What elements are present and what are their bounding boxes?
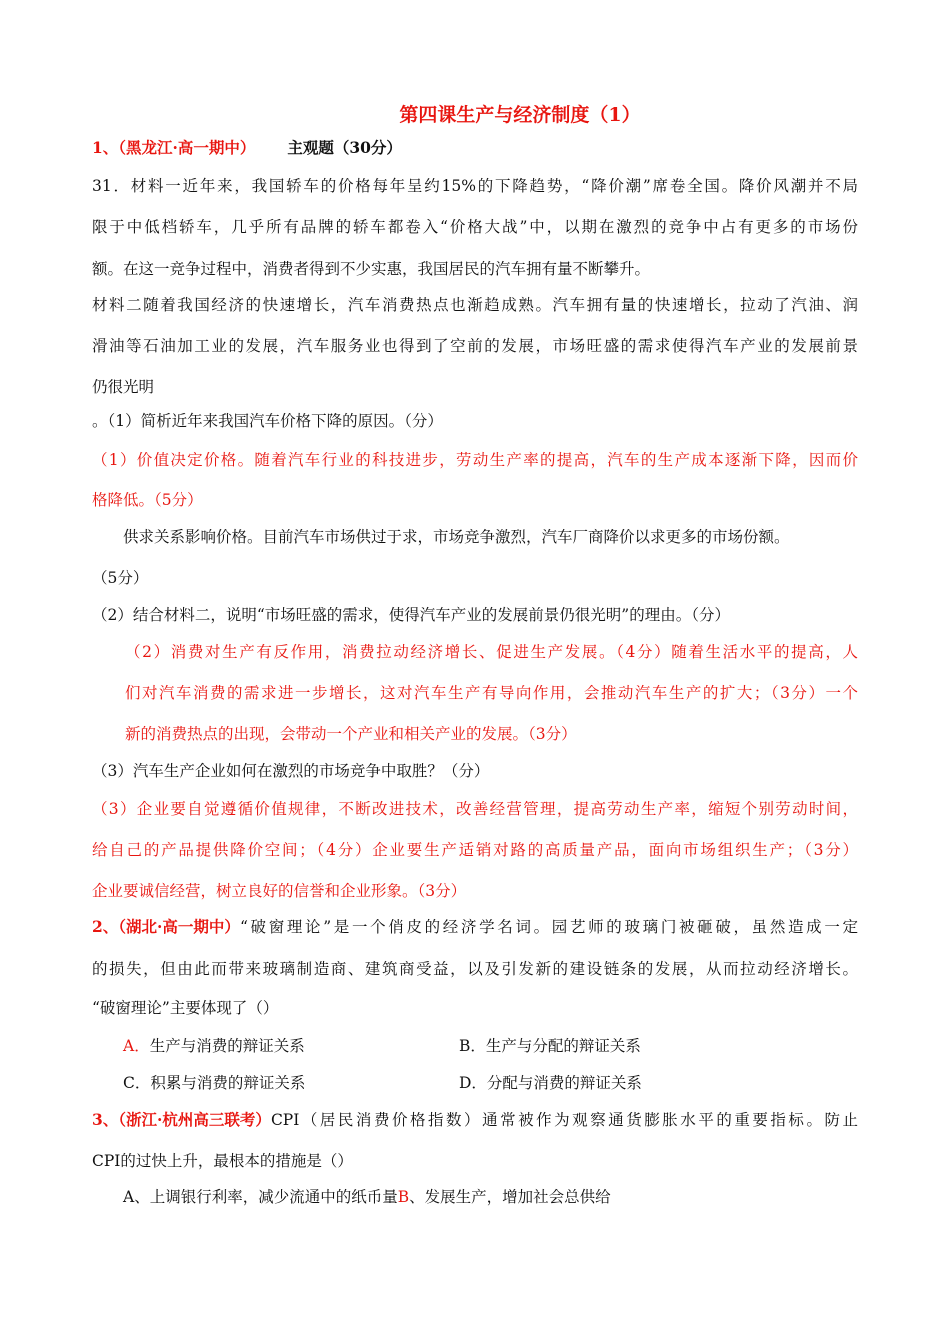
document-title: 第四课生产与经济制度（1） bbox=[399, 104, 641, 126]
q2-line-2: 的损失，但由此而带来玻璃制造商、建筑商受益，以及引发新的建设链条的发展，从而拉动经济增长。 bbox=[92, 960, 858, 978]
q1-sub2-answer-line-1: （2）消费对生产有反作用，消费拉动经济增长、促进生产发展。（4分）随着生活水平的提高，人 bbox=[125, 643, 858, 661]
q2-option-d: D．分配与消费的辩证关系 bbox=[459, 1074, 642, 1092]
q1-sub3-question: （3）汽车生产企业如何在激烈的市场竞争中取胜？（分） bbox=[92, 762, 490, 780]
q1-sub1-answer-supply-score: （5分） bbox=[92, 569, 149, 587]
q1-sub1-answer-line-2: 格降低。（5分） bbox=[92, 491, 203, 509]
q1-source: 1、（黑龙江·高一期中） bbox=[92, 138, 256, 157]
q2-option-b: B．生产与分配的辩证关系 bbox=[459, 1037, 641, 1055]
q3-option-a: A、上调银行利率，减少流通中的纸币量 bbox=[123, 1188, 398, 1206]
q1-sub1-question: 。（1）简析近年来我国汽车价格下降的原因。（分） bbox=[92, 412, 443, 430]
q1-material2-line-2: 滑油等石油加工业的发展，汽车服务业也得到了空前的发展，市场旺盛的需求使得汽车产业的发展前景 bbox=[92, 337, 858, 355]
q1-material1-line-3: 额。在这一竞争过程中，消费者得到不少实惠，我国居民的汽车拥有量不断攀升。 bbox=[92, 260, 651, 278]
q1-material2-line-3: 仍很光明 bbox=[92, 378, 155, 396]
q2-option-c: C．积累与消费的辩证关系 bbox=[123, 1074, 306, 1092]
q2-source: 2、（湖北·高一期中） bbox=[92, 917, 240, 936]
q2-text-1: “破窗理论”是一个俏皮的经济学名词。园艺师的玻璃门被砸破，虽然造成一定 bbox=[239, 918, 858, 936]
q1-sub3-answer-line-3: 企业要诚信经营，树立良好的信誉和企业形象。（3分） bbox=[92, 882, 467, 900]
q1-material1-line-2: 限于中低档轿车，几乎所有品牌的轿车都卷入“价格大战”中，以期在激烈的竞争中占有更多的市场份 bbox=[92, 218, 858, 236]
q2-line-1 bbox=[92, 917, 858, 937]
q3-text-1: CPI（居民消费价格指数）通常被作为观察通货膨胀水平的重要指标。防止 bbox=[270, 1111, 858, 1129]
q1-sub2-answer-line-2: 们对汽车消费的需求进一步增长，这对汽车生产有导向作用，会推动汽车生产的扩大；（3分）一个 bbox=[125, 684, 858, 702]
q1-sub3-answer-line-1: （3）企业要自觉遵循价值规律，不断改进技术，改善经营管理，提高劳动生产率，缩短个别劳动时间， bbox=[92, 800, 858, 818]
q3-line-2: CPI的过快上升，最根本的措施是（） bbox=[92, 1152, 353, 1170]
q1-sub2-question: （2）结合材料二，说明“市场旺盛的需求，使得汽车产业的发展前景仍很光明”的理由。（分） bbox=[92, 606, 730, 624]
q1-type: 主观题（30分） bbox=[287, 138, 402, 157]
q3-options bbox=[123, 1187, 611, 1207]
q1-material2-line-1: 材料二随着我国经济的快速增长，汽车消费热点也渐趋成熟。汽车拥有量的快速增长，拉动了汽油、润 bbox=[92, 296, 858, 314]
q3-source: 3、（浙江·杭州高三联考） bbox=[92, 1110, 271, 1129]
q2-option-a-letter: A． bbox=[123, 1037, 150, 1055]
q3-line-1 bbox=[92, 1110, 858, 1130]
q1-material1-line-1: 31．材料一近年来，我国轿车的价格每年呈约15%的下降趋势，“降价潮”席卷全国。降价风潮并不局 bbox=[92, 177, 858, 195]
q2-line-3: “破窗理论”主要体现了（） bbox=[92, 999, 279, 1017]
q1-sub1-answer-line-1: （1）价值决定价格。随着汽车行业的科技进步，劳动生产率的提高，汽车的生产成本逐渐下降，因而价 bbox=[92, 451, 858, 469]
q1-sub1-answer-supply: 供求关系影响价格。目前汽车市场供过于求，市场竞争激烈，汽车厂商降价以求更多的市场份额。 bbox=[123, 528, 790, 546]
q2-option-a bbox=[123, 1036, 305, 1056]
q1-sub3-answer-line-2: 给自己的产品提供降价空间；（4分）企业要生产适销对路的高质量产品，面向市场组织生产；（3分） bbox=[92, 841, 858, 859]
q3-option-b-text: 、发展生产，增加社会总供给 bbox=[409, 1188, 611, 1206]
q1-sub2-answer-line-3: 新的消费热点的出现，会带动一个产业和相关产业的发展。（3分） bbox=[125, 725, 577, 743]
q3-option-b-letter: B bbox=[397, 1188, 410, 1206]
q2-option-a-text: 生产与消费的辩证关系 bbox=[149, 1037, 305, 1055]
q1-header bbox=[92, 138, 858, 158]
